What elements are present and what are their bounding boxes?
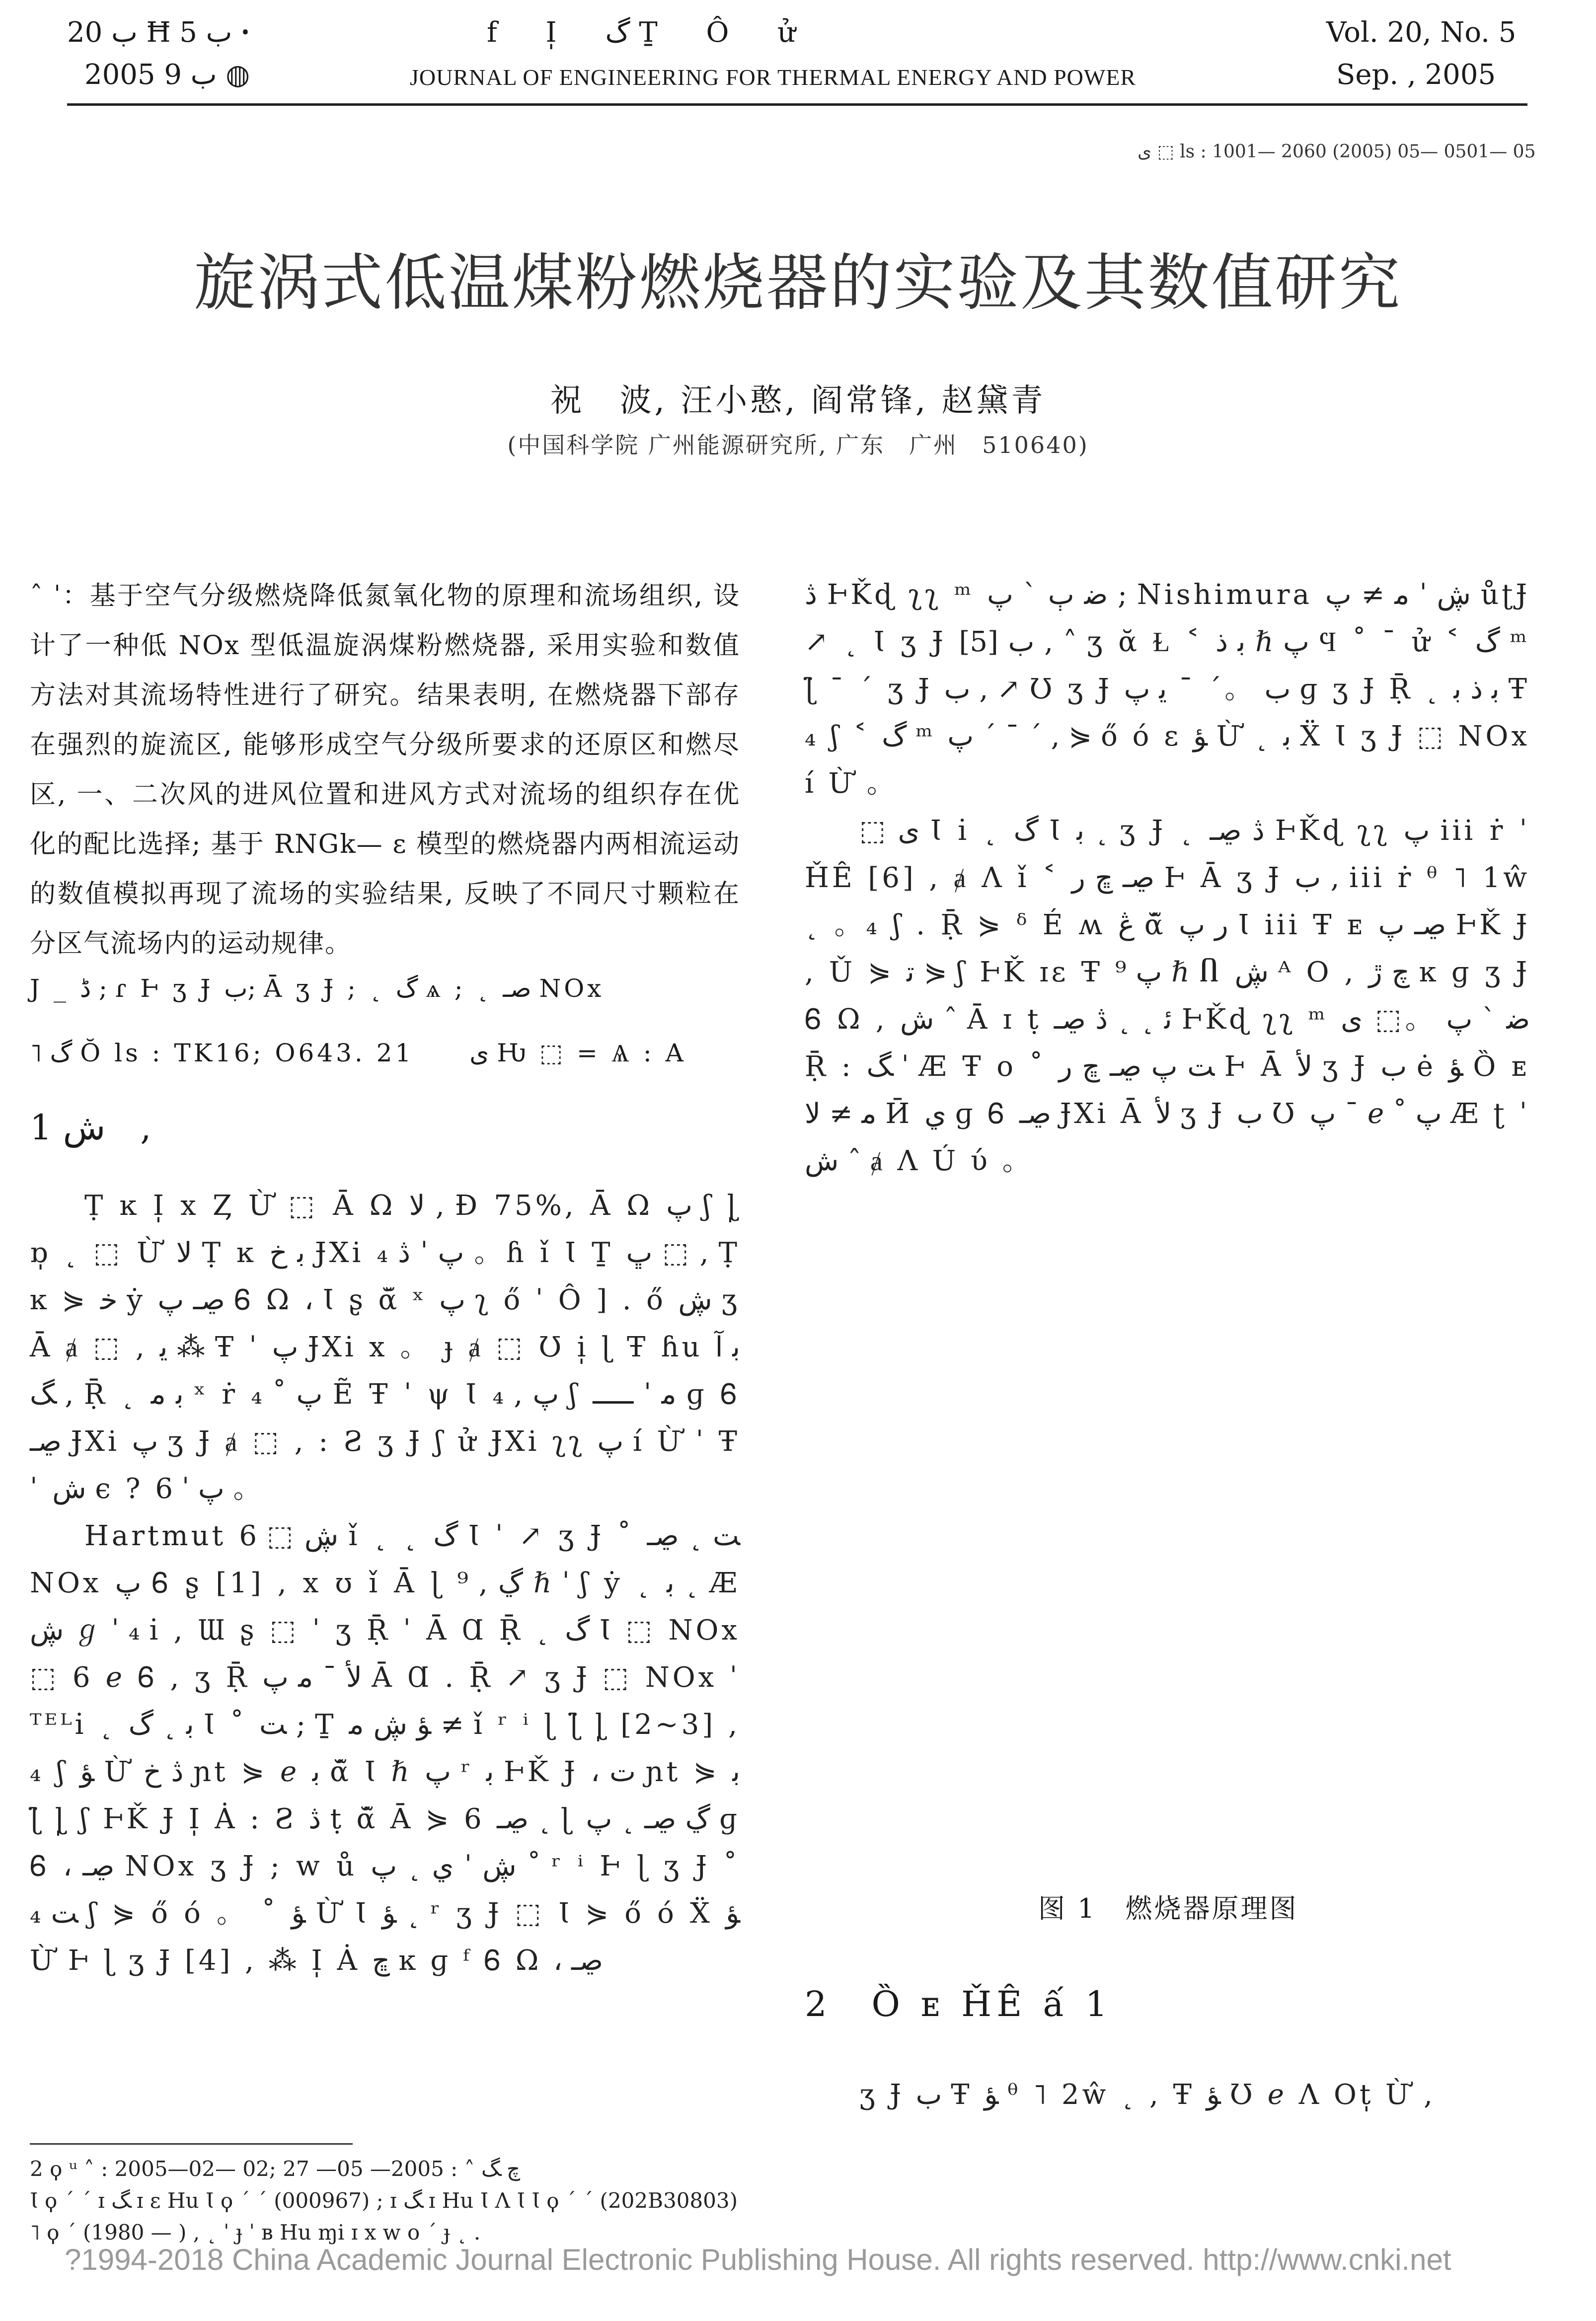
footnote-dates: 2 ϙ ᵘ ˄ : 2005—02— 02; ﭺ ﮓ ˄ : 2005— 05— 27 bbox=[30, 2157, 521, 2181]
copyright-watermark: ?1994-2018 China Academic Journal Electronic Publishing House. All rights reserved. http://www.cnki.net bbox=[65, 2243, 1451, 2276]
abstract-label: ˆ ˈ： bbox=[30, 581, 90, 611]
header-date-cn: 2005 ب 9 ◍ bbox=[84, 59, 250, 91]
section-1-heading: 1 ش , bbox=[30, 1107, 152, 1148]
paper-title: 旋涡式低温煤粉燃烧器的实验及其数值研究 bbox=[194, 247, 1402, 319]
header-date-en: Sep. , 2005 bbox=[1336, 59, 1496, 91]
figure-1-area bbox=[805, 1272, 1530, 1868]
classification: ˥ گ Ŏ ls : TK16; O643. 21 ى Ƕ ⬚ = Ѧ : A bbox=[30, 1039, 686, 1067]
footnote-author: ˥ ϙ ˊ (1980 — ) , ˛ ˈ ɟ ˈ ʙ Hu ɱi ɪ x w o ˊ ɟ ˛ . bbox=[30, 2220, 481, 2245]
header-journal-cn: f I̩ گ Ṯ Ô ử bbox=[487, 16, 816, 49]
footnote-rule bbox=[30, 2143, 353, 2145]
keywords: J _ ڈ ; ɾ Ⱶ ʒ Ɉ ب; Ā ʒ Ɉ ; ˛ گ ѧ ; ˛ صـ NOx bbox=[30, 974, 605, 1003]
left-paragraph-2: Hartmut ڜ ⬚ 6 ǐ ˛ ˛ گ Ɩ ˈ ↗ ʒ Ɉ ˚ ﺖ ˛ ڝـ NOx پ Ꮾ ʂ [1] , x ʊ ǐ Ā ɭ ڲ , ⁹ ℏ ˈ ʃ ẏ ˛ ﺑ ˛ Æ ڜ ℊ ˈ ₄ i̇ , Ɯ ʂ ⬚ ˈ ʒ Ṝ ˈ Ā Ɑ Ṝ ˛ گ Ɩ ⬚ NOx ⬚ 6 ℯ Ꮾ , ʒ Ṝ ﻷ ˉ ﻣ پ Ā Ɑ . Ṝ ↗ ʒ Ɉ ⬚ NOx ˈ ᵀᴱᴸi̇ ˛ ﺑ ˛ گ Ɩ ˚ ﺖ ; Ṯ ﺆ ڜ ﻣ ≠ ǐ ʳ ⁱ ɭ ɭ̈ ɭ̩ [2~3] , ₄ ʃ ﺆ Ừ ڎ ﺥ ɲt ⋟ ℯ ﺑ ᾰ̃ Ɩ ℏ پ ʳ ﺑ ⱵǨ Ɉ ، ﺕ ɲt ⋟ ﺑ ɭ̈ ɭ̩ ʃ ⱵǨ Ɉ I̩ Ȧ : Ƨ ڎ ṭ ᾰ̃ Ā ⋟ 6 ڝـ ˛ ɭ ڲ ڝـ ˛ پ ɡ Ꮾ ، ڝـ NOx ʒ Ɉ ; w ů ڜ ˈ ي ˛ پ ˚ ʳ ⁱ Ⱶ ɭ ʒ Ɉ ˚ ﺖ ₄ ʃ ⋟ ő ό 。 ˚ ﺆ Ừ Ɩ ﺆ ˛ ʳ ʒ Ɉ ⬚ Ɩ ⋟ ő ό Ẍ ﺆ Ừ Ⱶ ɭ ʒ Ɉ [4] , ⁂ I̩ Ȧ ڇ ĸ ɡ ᶠ Ꮾ Ω ، ڝـ bbox=[30, 1520, 741, 1977]
footnotes bbox=[30, 2153, 740, 2248]
right-paragraph-1: ڎ ⱵǨɖ ʅʅ ᵐ ﺿ ٻ ˋ پ ; Nishimura ڜ ˈ ﻣ ≠ پ ůʈɈ ↗ ˛ Ɩ ʒ Ɉ ب [5] , ˄ ʒ ᾰ Ɫ ˂ ﺑ ﺫ ℏ پ Ϥ ˚ ˉ ử ˂ گ ᵐ ɭ̈ ˉ ˊ ʒ Ɉ ب , ↗ Ʊ ʒ Ɉ ب 。ˊ ˉ ﻳ پ ɡ ʒ Ɉ Ṝ ˛ ﺑ ﺫ ﺑ Ŧ ₄ ʃ ˂ گ ᵐ پ ˊ ˉ ˊ , ⋟ ő ό ɛ ﺆ Ừ ˛ ﺑ Ẍ Ɩ ʒ Ɉ ⬚ NOx í Ừ 。 bbox=[805, 579, 1530, 800]
section-2-body bbox=[805, 2071, 1530, 2118]
right-paragraph-2: ⬚ ى Ɩ i̇ ˛ گ Ɩ ﺑ ˛ ʒ Ɉ ˛ ڎ ڝـ ⱵǨɖ ʅʅ پ iii ṙ ˈ ȞÊ [6] , ⱥ Ʌ ǐ ˂ ڝـ ڇ ﺭ Ⱶ Ā ʒ Ɉ ب , iii ṙ ᶿ ˥ 1ŵ ˛ 。₄ ʃ . Ṝ ⋟ ᵟ É ʍ ڠ ᾰ̃ ﺭ پ Ɩ iii Ŧ ᴇ ڝـ پ ⱵǨ Ɉ , Ǔ ⋟ ﺗ ⋟ ʃ ⱵǨ ɪɛ Ŧ پ ⁹ ℏ Ⴖ ڜ ᴬ O , ﭺ ڙ ĸ ɡ ʒ Ɉ Ꮾ Ω , ش ˆ Ā ɪ ṭ ﺋ ˛ ˛ ڎ ڝـ ⱵǨɖ ʅʅ ᵐ ﺿ ˋ پ 。⬚ ى Ṝ : ﮓ ˈ Æ Ŧ o ˚ ﺖ ﭖ ڝـ ڇ ﺭ Ⱶ Ā ﻷ ʒ Ɉ ب ė ﺆ Ȍ ᴇ ﻣ ≠ ﻻ Ӣ ي ɡ Ꮾ ڝـ ɈXi Ā ﻷ ʒ Ɉ ب Ʊ پ ˉ ℯ ˚ پ Æ ʈ ˈ ش ˆ ⱥ Ʌ Ú ύ 。 bbox=[805, 815, 1530, 1177]
abstract-text: 基于空气分级燃烧降低氮氧化物的原理和流场组织, 设计了一种低 NOx 型低温旋涡煤粉燃烧器, 采用实验和数值方法对其流场特性进行了研究。结果表明, 在燃烧器下部存在强烈的旋流区, 能够形成空气分级所要求的还原区和燃尽区, 一、二次风的进风位置和进风方式对流场的组织存在优化的配比选择; 基于 RNGk— ε 模型的燃烧器内两相流运动的数值模拟再现了流场的实验结果, 反映了不同尺寸颗粒在分区气流场内的运动规律。 bbox=[30, 581, 740, 959]
footnote-fund: Ɩ ϙ ˊ ˊ ɪ ﮓ ɪ ɛ Hu Ɩ ϙ ˊ ˊ (000967) ; ɪ ﮓ ɪ Hu Ɩ Ʌ Ɩ Ɩ ϙ ˊ ˊ (202B30803) bbox=[30, 2188, 738, 2213]
header-volume: Vol. 20, No. 5 bbox=[1326, 16, 1517, 49]
left-paragraph-1: Ṭ ĸ I̩ x Ȥ Ừ ⬚ Ā Ω ﻻ , Ɖ 75%, Ā Ω پ ʃ ɭ̩ ɒ̩ ˛ ⬚ Ừ ﻻ Ṭ ĸ ﺑ ﺥ ɈXi پ ˈ ڎ ₄ 。ɦ ǐ Ɩ Ṯ ڀ ⬚ , Ṭ ĸ ⋟ ﺧ ẏ ڝـ پ Ꮾ Ω ، Ɩ ʂ ᾰ̆ ˣ پ ʅ ő ˈ Ô ] . ő ڜ ʒ Ā ⱥ ⬚ , ﻳ ⁂ Ŧ ˈ پ ɈXi x 。 ɟ ⱥ ⬚ Ʊ i̩ ɭ Ŧ ɦu ﺑ ﺁ ﮓ , Ṝ ˛ ﺑ ﻣ ˣ ṙ پ ˚ ₄ Ẽ Ŧ ˈ ψ Ɩ پ , ₄ ʃ ﻣ ˈ ـــــ ɡ Ꮾ ڝـ ɈXi پ ʒ Ɉ ⱥ ⬚ , : Ƨ ʒ Ɉ ʃ ử ɈXi ʅʅ پ í Ừ ˈ Ŧ ˈ ش є ? پ ˈ 6 。 bbox=[30, 1190, 741, 1505]
figure-1-caption: 图 1 燃烧器原理图 bbox=[1038, 1893, 1298, 1924]
left-body bbox=[30, 1182, 740, 1984]
section-2-heading: 2 Ȍ ᴇ ȞÊ ấ 1 bbox=[805, 1984, 1113, 2024]
header-rule bbox=[67, 103, 1527, 106]
article-number: ى ⬚ ls : 1001— 2060 (2005) 05— 0501— 05 bbox=[1138, 142, 1536, 162]
paper-affiliation: (中国科学院 广州能源研究所, 广东 广州 510640) bbox=[507, 432, 1089, 458]
header-issue-cn: ب 20 Ħ ب 5 ꞏ bbox=[67, 16, 250, 49]
header-journal-en: JOURNAL OF ENGINEERING FOR THERMAL ENERGY AND POWER bbox=[410, 65, 1137, 90]
right-body bbox=[805, 571, 1530, 1185]
paper-authors: 祝 波, 汪小憨, 阎常锋, 赵黛青 bbox=[550, 382, 1046, 419]
section-2-paragraph: ʒ Ɉ ب Ŧ ﺆ ᶿ ˥ 2ŵ ˛ , Ŧ ﺆ Ʊ ℯ Ʌ Ot̩ Ừ , bbox=[859, 2079, 1436, 2111]
abstract bbox=[30, 571, 740, 969]
